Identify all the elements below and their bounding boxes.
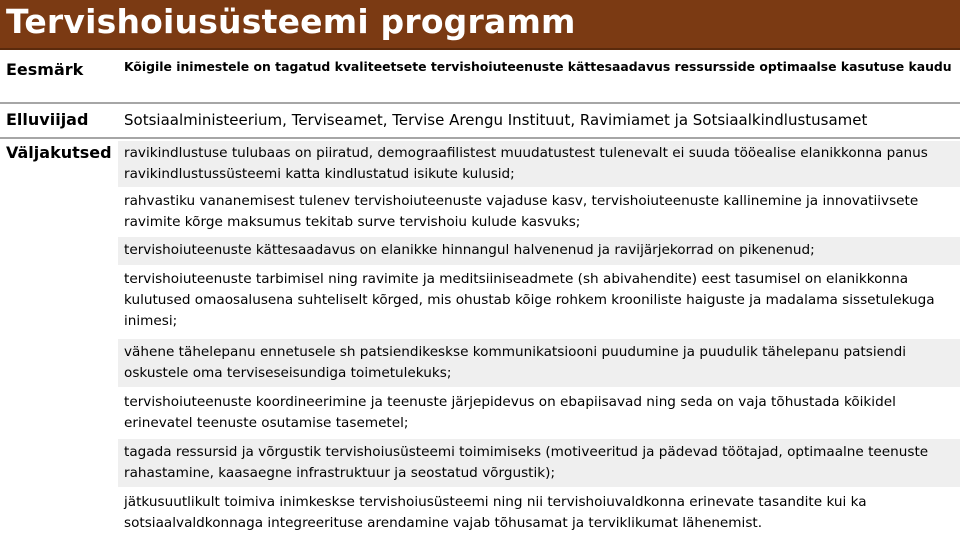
implementers-text: Sotsiaalministeerium, Terviseamet, Tervise Arengu Instituut, Ravimiamet ja Sotsiaalkindlustusamet [124,111,868,129]
challenge-item: vähene tähelepanu ennetusele sh patsiendikeskse kommunikatsiooni puudumine ja puudulik tähelepanu patsiendi oskustele oma terviseseisundiga toimetulekuks; [118,339,960,387]
row-divider [0,137,960,139]
row-label-goal: Eesmärk [6,60,84,79]
challenge-item: ravikindlustuse tulubaas on piiratud, demograafilistest muudatustest tulenevalt ei suuda tööealise elanikkonna panus ravikindlustussüsteemi katta kindlustatud isikute kulusid; [118,141,960,187]
row-label-implementers: Elluviijad [6,110,89,129]
row-label-challenges: Väljakutsed [6,143,112,162]
page-title: Tervishoiusüsteemi programm [6,2,576,41]
challenge-item: tervishoiuteenuste koordineerimine ja teenuste järjepidevus on ebapiisavad ning seda on vaja tõhustada kõikidel erinevatel teenuste osutamise tasemetel; [118,389,960,437]
challenge-item: rahvastiku vananemisest tulenev tervishoiuteenuste vajaduse kasv, tervishoiuteenuste kallinemine ja innovatiivsete ravimite kõrge maksumus tekitab surve tervishoiu kulude kasvuks; [118,189,960,235]
title-bar [0,0,960,50]
challenge-item: tervishoiuteenuste kättesaadavus on elanikke hinnangul halvenenud ja ravijärjekorrad on pikenenud; [118,237,960,265]
challenge-item: jätkusuutlikult toimiva inimkeskse tervishoiusüsteemi ning nii tervishoiuvaldkonna erinevate tasandite kui ka sotsiaalvaldkonnaga integreerituse arendamine vajab tõhusamat ja terviklikumat lähenemist. [118,489,960,540]
row-divider [0,102,960,104]
challenge-item: tervishoiuteenuste tarbimisel ning ravimite ja meditsiiniseadmete (sh abivahendite) eest tasumisel on elanikkonna kulutused omaosalusena suhteliselt kõrged, mis ohustab kõige rohkem krooniliste haiguste ja madalama sissetulekuga inimesi; [118,267,960,337]
challenge-item: tagada ressursid ja võrgustik tervishoiusüsteemi toimimiseks (motiveeritud ja pädevad töötajad, optimaalne teenuste rahastamine, kaasaegne infrastruktuur ja seostatud võrgustik); [118,439,960,487]
goal-text: Kõigile inimestele on tagatud kvaliteetsete tervishoiuteenuste kättesaadavus ressursside optimaalse kasutuse kaudu [124,59,952,74]
